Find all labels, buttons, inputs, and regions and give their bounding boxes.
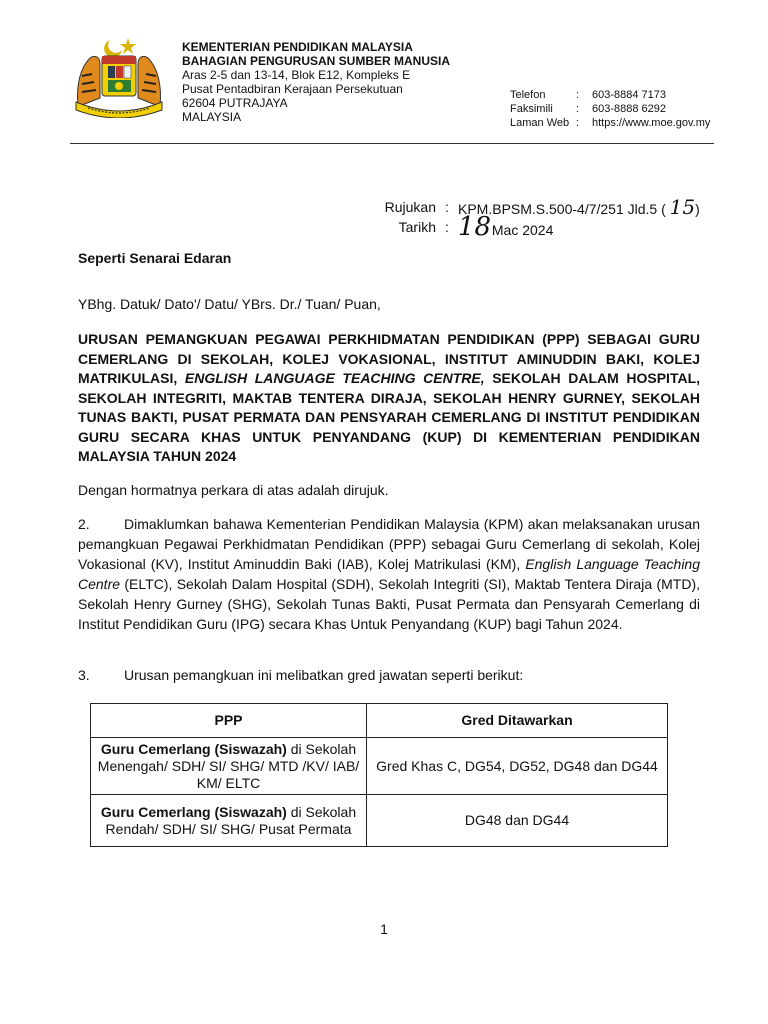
subject-italic-text: ENGLISH LANGUAGE TEACHING CENTRE, [184, 370, 485, 386]
ppp-connector: di [290, 740, 302, 757]
address-line: MALAYSIA [182, 110, 242, 124]
addressee: Seperti Senarai Edaran [78, 250, 232, 266]
contact-info [510, 88, 710, 130]
address-line: Aras 2-5 dan 13-14, Blok E12, Kompleks E [182, 68, 411, 82]
paragraph-2 [78, 514, 700, 634]
table-cell-ppp [91, 738, 367, 795]
contact-label: Laman Web [510, 117, 570, 129]
paragraph-text: Urusan pemangkuan ini melibatkan gred jawatan seperti berikut: [124, 667, 524, 683]
ppp-connector: di [290, 803, 302, 820]
ppp-location: Sekolah Rendah/ SDH/ SI/ SHG/ Pusat Permata [105, 803, 357, 837]
division-name: BAHAGIAN PENGURUSAN SUMBER MANUSIA [182, 54, 451, 68]
date-row: Tarikh : 18 Mac 2024 [360, 218, 700, 239]
table-row [91, 738, 668, 795]
coat-of-arms-logo [70, 36, 168, 118]
contact-label: Faksimili [510, 103, 553, 115]
paragraph-number: 2. [78, 516, 90, 532]
paragraph-italic-text: English Language Teaching Centre [78, 556, 701, 592]
ppp-title: Guru Cemerlang (Siswazah) [100, 740, 287, 757]
ministry-address-block [182, 40, 450, 124]
contact-label: Telefon [510, 89, 546, 101]
contact-phone: Telefon : 603-8884 7173 [510, 89, 667, 101]
table-cell-ppp [91, 795, 367, 847]
contact-fax: Faksimili : 603-8888 6292 [510, 103, 667, 115]
tarikh-label: Tarikh [398, 219, 436, 235]
subject-text: URUSAN PEMANGKUAN PEGAWAI PERKHIDMATAN PENDIDIKAN (PPP) SEBAGAI GURU CEMERLANG DI SEKOLAH, KOLEJ VOKASIONAL, INSTITUT AMINUDDIN BAKI, KOLEJ MATRIKULASI, [78, 331, 700, 386]
letter-subject [78, 330, 700, 467]
reference-row: Rujukan : KPM.BPSM.S.500-4/7/251 Jld.5 ( 15) [360, 198, 700, 218]
paragraph-text: Dimaklumkan bahawa Kementerian Pendidikan Malaysia (KPM) akan melaksanakan urusan pemangkuan Pegawai Perkhidmatan Pendidikan (PPP) sebagai Guru Cemerlang di sekolah, Kolej Vokasional (KV), Institut Aminuddin Baki (IAB), Kolej Matrikulasi (KM), [78, 516, 700, 572]
column-header-ppp: PPP [91, 704, 367, 738]
table-row [91, 795, 668, 847]
table-cell-gred: DG48 dan DG44 [367, 795, 668, 847]
rujukan-value: KPM.BPSM.S.500-4/7/251 Jld.5 ( [458, 201, 666, 217]
website-link[interactable]: https://www.moe.gov.my [592, 117, 711, 129]
reference-block [360, 195, 700, 242]
paragraph-number: 3. [78, 667, 90, 683]
address-line: Pusat Pentadbiran Kerajaan Persekutuan [182, 82, 403, 96]
rujukan-label: Rujukan [384, 199, 436, 215]
contact-website: Laman Web : https://www.moe.gov.my [510, 117, 711, 129]
rujukan-close: ) [695, 201, 700, 217]
contact-value: 603-8884 7173 [592, 89, 667, 101]
tarikh-month-year: Mac 2024 [491, 222, 554, 238]
ppp-title: Guru Cemerlang (Siswazah) [100, 803, 287, 820]
ppp-location: Sekolah Menengah/ SDH/ SI/ SHG/ MTD /KV/ IAB/ KM/ ELTC [97, 740, 360, 791]
grade-table [90, 703, 668, 847]
contact-value: 603-8888 6292 [592, 103, 667, 115]
address-line: 62604 PUTRAJAYA [182, 96, 288, 110]
page-number: 1 [380, 921, 388, 937]
column-header-gred: Gred Ditawarkan [367, 704, 668, 738]
table-cell-gred: Gred Khas C, DG54, DG52, DG48 dan DG44 [367, 738, 668, 795]
paragraph-3 [78, 665, 700, 685]
header-divider [70, 143, 714, 144]
rujukan-handwritten-number: 15 [669, 195, 696, 219]
paragraph-1: Dengan hormatnya perkara di atas adalah dirujuk. [78, 482, 389, 498]
salutation: YBhg. Datuk/ Dato'/ Datu/ YBrs. Dr./ Tuan/ Puan, [78, 296, 381, 312]
ministry-name: KEMENTERIAN PENDIDIKAN MALAYSIA [182, 40, 413, 54]
table-header-row [91, 704, 668, 738]
tarikh-handwritten-day: 18 [458, 212, 492, 242]
subject-text: SEKOLAH DALAM HOSPITAL, SEKOLAH INTEGRITI, MAKTAB TENTERA DIRAJA, SEKOLAH HENRY GURNEY, SEKOLAH TUNAS BAKTI, PUSAT PERMATA DAN PENSYARAH CEMERLANG DI INSTITUT PENDIDIKAN GURU SECARA KHAS UNTUK PENYANDANG (KUP) DI KEMENTERIAN PENDIDIKAN MALAYSIA TAHUN 2024 [78, 370, 701, 464]
paragraph-text: (ELTC), Sekolah Dalam Hospital (SDH), Sekolah Integriti (SI), Maktab Tentera Diraja (MTD), Sekolah Henry Gurney (SHG), Sekolah Tunas Bakti, Pusat Permata dan Pensyarah Cemerlang di Institut Pendidikan Guru (IPG) secara Khas Untuk Penyandang (KUP) bagi Tahun 2024. [78, 576, 700, 632]
